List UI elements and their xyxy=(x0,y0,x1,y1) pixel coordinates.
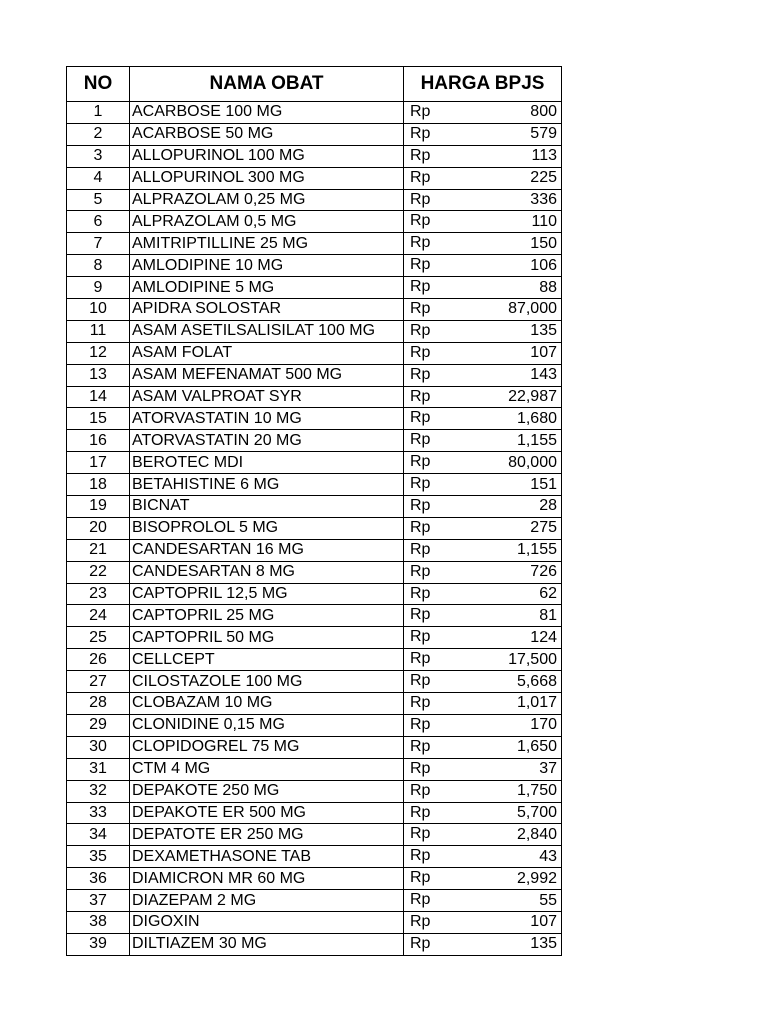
drug-name: BICNAT xyxy=(130,496,404,518)
bpjs-price-cell xyxy=(404,868,562,890)
currency-label: Rp xyxy=(410,628,431,646)
row-number: 31 xyxy=(67,758,130,780)
price-amount: 726 xyxy=(530,563,557,581)
price-amount: 43 xyxy=(539,847,557,865)
row-number: 17 xyxy=(67,452,130,474)
currency-label: Rp xyxy=(410,409,431,427)
bpjs-price-cell xyxy=(404,452,562,474)
bpjs-price-cell xyxy=(404,911,562,933)
table-row xyxy=(67,364,562,386)
price-amount: 151 xyxy=(530,475,557,493)
row-number: 2 xyxy=(67,123,130,145)
drug-name: DIAMICRON MR 60 MG xyxy=(130,868,404,890)
row-number: 33 xyxy=(67,802,130,824)
bpjs-price-cell xyxy=(404,123,562,145)
currency-label: Rp xyxy=(410,497,431,515)
price-amount: 150 xyxy=(530,234,557,252)
bpjs-price-cell xyxy=(404,408,562,430)
table-row xyxy=(67,824,562,846)
table-row xyxy=(67,211,562,233)
row-number: 28 xyxy=(67,693,130,715)
drug-name: DEPATOTE ER 250 MG xyxy=(130,824,404,846)
row-number: 23 xyxy=(67,583,130,605)
table-row xyxy=(67,299,562,321)
drug-name: CANDESARTAN 8 MG xyxy=(130,561,404,583)
bpjs-price-cell xyxy=(404,145,562,167)
currency-label: Rp xyxy=(410,650,431,668)
drug-name: ALPRAZOLAM 0,25 MG xyxy=(130,189,404,211)
row-number: 38 xyxy=(67,911,130,933)
drug-name: ATORVASTATIN 10 MG xyxy=(130,408,404,430)
row-number: 18 xyxy=(67,474,130,496)
currency-label: Rp xyxy=(410,847,431,865)
price-amount: 81 xyxy=(539,606,557,624)
currency-label: Rp xyxy=(410,737,431,755)
bpjs-price-cell xyxy=(404,561,562,583)
table-row xyxy=(67,693,562,715)
bpjs-price-cell xyxy=(404,255,562,277)
drug-name: CAPTOPRIL 50 MG xyxy=(130,627,404,649)
table-row xyxy=(67,802,562,824)
currency-label: Rp xyxy=(410,759,431,777)
price-amount: 87,000 xyxy=(508,300,557,318)
row-number: 10 xyxy=(67,299,130,321)
row-number: 20 xyxy=(67,517,130,539)
drug-name: ALLOPURINOL 300 MG xyxy=(130,167,404,189)
price-amount: 225 xyxy=(530,169,557,187)
table-row xyxy=(67,605,562,627)
drug-name: CLOBAZAM 10 MG xyxy=(130,693,404,715)
drug-name: DEPAKOTE 250 MG xyxy=(130,780,404,802)
table-row xyxy=(67,671,562,693)
bpjs-price-cell xyxy=(404,299,562,321)
header-drug-name: NAMA OBAT xyxy=(130,67,404,102)
price-amount: 170 xyxy=(530,716,557,734)
row-number: 34 xyxy=(67,824,130,846)
drug-name: BETAHISTINE 6 MG xyxy=(130,474,404,496)
price-amount: 1,017 xyxy=(516,694,557,712)
table-row xyxy=(67,911,562,933)
row-number: 25 xyxy=(67,627,130,649)
bpjs-price-cell xyxy=(404,649,562,671)
table-row xyxy=(67,102,562,124)
currency-label: Rp xyxy=(410,453,431,471)
header-bpjs-price: HARGA BPJS xyxy=(404,67,562,102)
drug-name: CILOSTAZOLE 100 MG xyxy=(130,671,404,693)
drug-name: CAPTOPRIL 25 MG xyxy=(130,605,404,627)
bpjs-price-cell xyxy=(404,846,562,868)
row-number: 13 xyxy=(67,364,130,386)
price-amount: 1,155 xyxy=(516,541,557,559)
currency-label: Rp xyxy=(410,715,431,733)
drug-name: DEXAMETHASONE TAB xyxy=(130,846,404,868)
price-amount: 110 xyxy=(531,212,557,230)
bpjs-price-cell xyxy=(404,102,562,124)
table-row xyxy=(67,320,562,342)
currency-label: Rp xyxy=(410,475,431,493)
price-amount: 800 xyxy=(530,103,557,121)
currency-label: Rp xyxy=(410,912,431,930)
price-amount: 28 xyxy=(539,497,557,515)
drug-price-table xyxy=(66,66,562,956)
row-number: 32 xyxy=(67,780,130,802)
drug-name: AMLODIPINE 10 MG xyxy=(130,255,404,277)
price-amount: 5,700 xyxy=(516,803,557,821)
price-amount: 1,155 xyxy=(516,431,557,449)
price-amount: 2,992 xyxy=(516,869,557,887)
drug-name: CAPTOPRIL 12,5 MG xyxy=(130,583,404,605)
price-amount: 55 xyxy=(539,891,557,909)
drug-name: AMLODIPINE 5 MG xyxy=(130,277,404,299)
bpjs-price-cell xyxy=(404,364,562,386)
currency-label: Rp xyxy=(410,803,431,821)
bpjs-price-cell xyxy=(404,517,562,539)
bpjs-price-cell xyxy=(404,277,562,299)
header-no: NO xyxy=(67,67,130,102)
currency-label: Rp xyxy=(410,234,431,252)
drug-name: ALLOPURINOL 100 MG xyxy=(130,145,404,167)
currency-label: Rp xyxy=(410,584,431,602)
price-amount: 88 xyxy=(539,278,557,296)
bpjs-price-cell xyxy=(404,189,562,211)
table-row xyxy=(67,933,562,955)
currency-label: Rp xyxy=(410,321,431,339)
price-amount: 107 xyxy=(530,344,557,362)
row-number: 30 xyxy=(67,736,130,758)
drug-name: ATORVASTATIN 20 MG xyxy=(130,430,404,452)
currency-label: Rp xyxy=(410,278,431,296)
price-amount: 62 xyxy=(539,585,557,603)
row-number: 11 xyxy=(67,320,130,342)
price-amount: 1,750 xyxy=(516,782,557,800)
table-row xyxy=(67,868,562,890)
currency-label: Rp xyxy=(410,168,431,186)
drug-name: BISOPROLOL 5 MG xyxy=(130,517,404,539)
drug-name: ASAM VALPROAT SYR xyxy=(130,386,404,408)
row-number: 37 xyxy=(67,890,130,912)
price-amount: 1,650 xyxy=(516,738,557,756)
bpjs-price-cell xyxy=(404,605,562,627)
table-row xyxy=(67,583,562,605)
bpjs-price-cell xyxy=(404,430,562,452)
table-row xyxy=(67,145,562,167)
row-number: 8 xyxy=(67,255,130,277)
drug-name: APIDRA SOLOSTAR xyxy=(130,299,404,321)
currency-label: Rp xyxy=(410,365,431,383)
currency-label: Rp xyxy=(410,672,431,690)
table-row xyxy=(67,386,562,408)
price-amount: 106 xyxy=(530,256,557,274)
row-number: 6 xyxy=(67,211,130,233)
bpjs-price-cell xyxy=(404,342,562,364)
table-body xyxy=(67,102,562,956)
drug-name: CELLCEPT xyxy=(130,649,404,671)
row-number: 22 xyxy=(67,561,130,583)
table-header-row xyxy=(67,67,562,102)
currency-label: Rp xyxy=(410,606,431,624)
row-number: 12 xyxy=(67,342,130,364)
currency-label: Rp xyxy=(410,387,431,405)
currency-label: Rp xyxy=(410,562,431,580)
price-amount: 124 xyxy=(530,628,557,646)
drug-name: DEPAKOTE ER 500 MG xyxy=(130,802,404,824)
currency-label: Rp xyxy=(410,934,431,952)
bpjs-price-cell xyxy=(404,474,562,496)
table-row xyxy=(67,408,562,430)
bpjs-price-cell xyxy=(404,496,562,518)
row-number: 14 xyxy=(67,386,130,408)
currency-label: Rp xyxy=(410,694,431,712)
row-number: 36 xyxy=(67,868,130,890)
table-row xyxy=(67,123,562,145)
currency-label: Rp xyxy=(410,190,431,208)
price-amount: 107 xyxy=(530,913,557,931)
table-row xyxy=(67,452,562,474)
currency-label: Rp xyxy=(410,781,431,799)
table-row xyxy=(67,496,562,518)
row-number: 19 xyxy=(67,496,130,518)
drug-name: ASAM FOLAT xyxy=(130,342,404,364)
price-amount: 17,500 xyxy=(508,650,557,668)
currency-label: Rp xyxy=(410,146,431,164)
row-number: 5 xyxy=(67,189,130,211)
price-amount: 2,840 xyxy=(516,825,557,843)
row-number: 3 xyxy=(67,145,130,167)
bpjs-price-cell xyxy=(404,890,562,912)
price-amount: 135 xyxy=(530,935,557,953)
table-row xyxy=(67,474,562,496)
row-number: 39 xyxy=(67,933,130,955)
currency-label: Rp xyxy=(410,343,431,361)
drug-name: CANDESARTAN 16 MG xyxy=(130,539,404,561)
table-row xyxy=(67,255,562,277)
row-number: 24 xyxy=(67,605,130,627)
bpjs-price-cell xyxy=(404,714,562,736)
table-row xyxy=(67,890,562,912)
row-number: 26 xyxy=(67,649,130,671)
table-row xyxy=(67,277,562,299)
price-amount: 579 xyxy=(530,125,557,143)
row-number: 4 xyxy=(67,167,130,189)
bpjs-price-cell xyxy=(404,211,562,233)
currency-label: Rp xyxy=(410,869,431,887)
row-number: 7 xyxy=(67,233,130,255)
currency-label: Rp xyxy=(410,212,431,230)
bpjs-price-cell xyxy=(404,693,562,715)
price-amount: 135 xyxy=(530,322,557,340)
bpjs-price-cell xyxy=(404,583,562,605)
table-row xyxy=(67,342,562,364)
table-row xyxy=(67,189,562,211)
bpjs-price-cell xyxy=(404,386,562,408)
table-row xyxy=(67,539,562,561)
bpjs-price-cell xyxy=(404,933,562,955)
bpjs-price-cell xyxy=(404,539,562,561)
currency-label: Rp xyxy=(410,124,431,142)
bpjs-price-cell xyxy=(404,780,562,802)
drug-name: ALPRAZOLAM 0,5 MG xyxy=(130,211,404,233)
price-amount: 1,680 xyxy=(516,409,557,427)
currency-label: Rp xyxy=(410,891,431,909)
table-row xyxy=(67,517,562,539)
table-row xyxy=(67,780,562,802)
bpjs-price-cell xyxy=(404,671,562,693)
row-number: 35 xyxy=(67,846,130,868)
row-number: 29 xyxy=(67,714,130,736)
bpjs-price-cell xyxy=(404,736,562,758)
table-row xyxy=(67,561,562,583)
table-row xyxy=(67,758,562,780)
table-row xyxy=(67,714,562,736)
drug-name: ACARBOSE 50 MG xyxy=(130,123,404,145)
currency-label: Rp xyxy=(410,431,431,449)
table-row xyxy=(67,430,562,452)
bpjs-price-cell xyxy=(404,758,562,780)
bpjs-price-cell xyxy=(404,802,562,824)
drug-name: DILTIAZEM 30 MG xyxy=(130,933,404,955)
currency-label: Rp xyxy=(410,300,431,318)
row-number: 1 xyxy=(67,102,130,124)
price-amount: 80,000 xyxy=(508,453,557,471)
table-row xyxy=(67,627,562,649)
bpjs-price-cell xyxy=(404,824,562,846)
drug-name: ACARBOSE 100 MG xyxy=(130,102,404,124)
price-amount: 113 xyxy=(531,147,557,165)
drug-name: DIAZEPAM 2 MG xyxy=(130,890,404,912)
table-row xyxy=(67,846,562,868)
drug-name: AMITRIPTILLINE 25 MG xyxy=(130,233,404,255)
table-row xyxy=(67,167,562,189)
drug-name: CTM 4 MG xyxy=(130,758,404,780)
drug-name: ASAM ASETILSALISILAT 100 MG xyxy=(130,320,404,342)
price-amount: 5,668 xyxy=(516,672,557,690)
row-number: 9 xyxy=(67,277,130,299)
price-amount: 22,987 xyxy=(508,388,557,406)
bpjs-price-cell xyxy=(404,233,562,255)
drug-name: ASAM MEFENAMAT 500 MG xyxy=(130,364,404,386)
drug-name: DIGOXIN xyxy=(130,911,404,933)
drug-name: CLONIDINE 0,15 MG xyxy=(130,714,404,736)
price-amount: 275 xyxy=(530,519,557,537)
currency-label: Rp xyxy=(410,825,431,843)
price-amount: 336 xyxy=(530,191,557,208)
price-amount: 37 xyxy=(539,760,557,778)
bpjs-price-cell xyxy=(404,167,562,189)
currency-label: Rp xyxy=(410,256,431,274)
table-row xyxy=(67,233,562,255)
row-number: 15 xyxy=(67,408,130,430)
price-amount: 143 xyxy=(530,366,557,384)
row-number: 27 xyxy=(67,671,130,693)
currency-label: Rp xyxy=(410,103,431,120)
row-number: 21 xyxy=(67,539,130,561)
drug-name: BEROTEC MDI xyxy=(130,452,404,474)
table-row xyxy=(67,649,562,671)
table-row xyxy=(67,736,562,758)
row-number: 16 xyxy=(67,430,130,452)
currency-label: Rp xyxy=(410,518,431,536)
bpjs-price-cell xyxy=(404,627,562,649)
currency-label: Rp xyxy=(410,540,431,558)
drug-name: CLOPIDOGREL 75 MG xyxy=(130,736,404,758)
bpjs-price-cell xyxy=(404,320,562,342)
